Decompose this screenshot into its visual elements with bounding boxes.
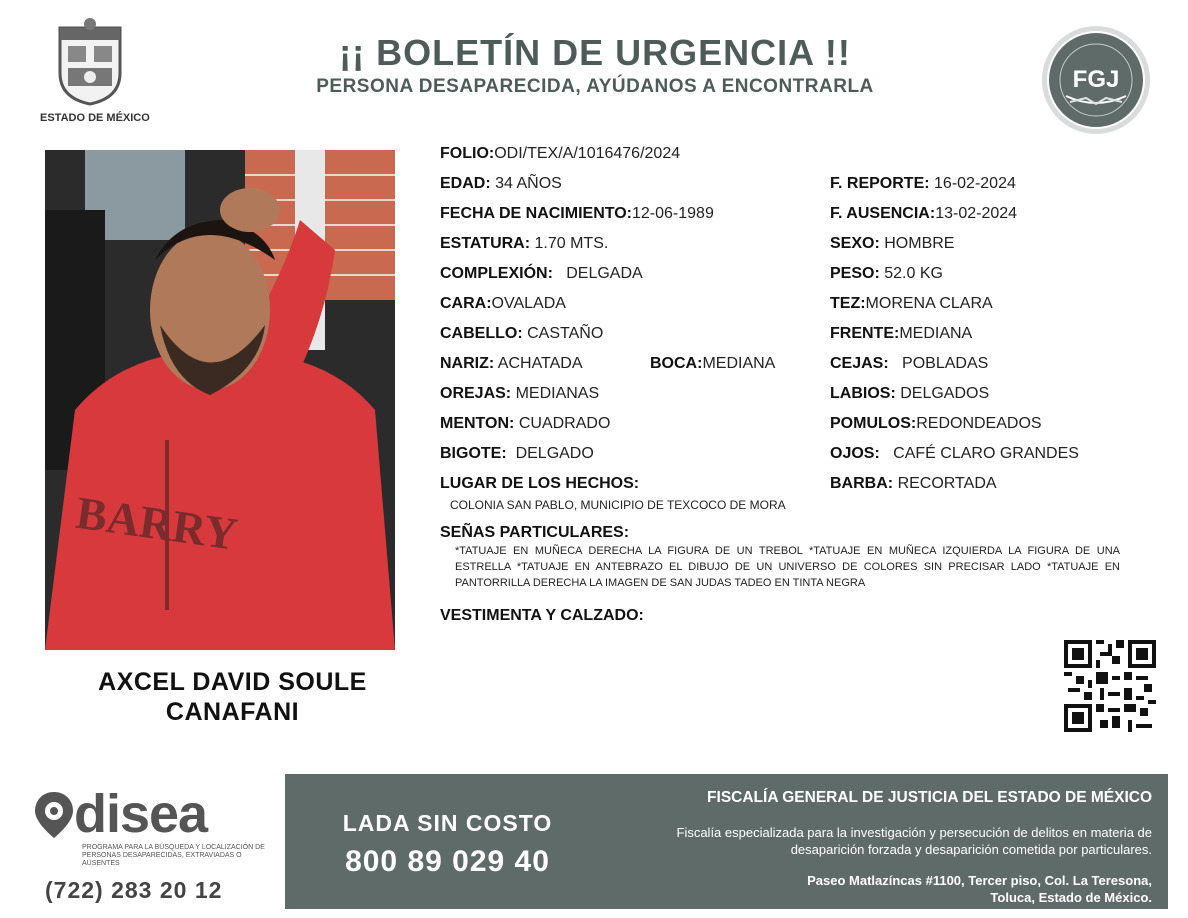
- odisea-wordmark: [32, 784, 277, 844]
- peso-label: PESO:: [830, 265, 880, 282]
- pomulos-value: REDONDEADOS: [916, 415, 1042, 432]
- senas-text: *TATUAJE EN MUÑECA DERECHA LA FIGURA DE UN TREBOL *TATUAJE EN MUÑECA IZQUIERDA LA FIGURA DE UNA ESTRELLA *TATUAJE EN ANTEBRAZO EL DIBUJO DE UN UNIVERSO DE COLORES SIN PRECISAR LADO *TATUAJE EN PANTORRILLA DERECHA LA IMAGEN DE SAN JUDAS TADEO EN TINTA NEGRA: [455, 545, 1120, 589]
- fecha-nacimiento-value: 12-06-1989: [632, 205, 714, 222]
- lugar-value: COLONIA SAN PABLO, MUNICIPIO DE TEXCOCO DE MORA: [450, 498, 786, 512]
- frente-value: MEDIANA: [899, 325, 973, 342]
- fecha-nacimiento-label: FECHA DE NACIMIENTO:: [440, 205, 632, 222]
- odisea-phone[interactable]: (722) 283 20 12: [45, 877, 223, 903]
- sexo-label: SEXO:: [830, 235, 880, 252]
- tez-label: TEZ:: [830, 295, 866, 312]
- field-f-ausencia: [830, 204, 1017, 224]
- lugar-label: LUGAR DE LOS HECHOS:: [440, 475, 640, 492]
- cara-value: OVALADA: [491, 295, 566, 312]
- field-ojos: [830, 444, 1079, 464]
- field-sexo: [830, 234, 954, 254]
- nariz-label: NARIZ:: [440, 355, 495, 372]
- fiscalia-title: FISCALÍA GENERAL DE JUSTICIA DEL ESTADO DE MÉXICO: [707, 789, 1152, 806]
- orejas-label: OREJAS:: [440, 385, 512, 402]
- estatura-value: 1.70 MTS.: [534, 235, 609, 252]
- labios-value: DELGADOS: [900, 385, 990, 402]
- folio-value: ODI/TEX/A/1016476/2024: [494, 145, 681, 162]
- fiscalia-address-line1: Paseo Matlazíncas #1100, Tercer piso, Col. La Teresona,: [807, 873, 1152, 888]
- fgj-logo: [1040, 24, 1152, 136]
- peso-value: 52.0 KG: [884, 265, 943, 282]
- field-boca: [650, 354, 775, 374]
- field-fecha-nacimiento: [440, 204, 714, 224]
- folio-label: FOLIO:: [440, 145, 495, 162]
- orejas-value: MEDIANAS: [515, 385, 600, 402]
- ojos-value: CAFÉ CLARO GRANDES: [893, 445, 1079, 462]
- barba-label: BARBA:: [830, 475, 894, 492]
- menton-label: MENTON:: [440, 415, 515, 432]
- barba-value: RECORTADA: [897, 475, 997, 492]
- f-ausencia-value: 13-02-2024: [935, 205, 1018, 222]
- cabello-label: CABELLO:: [440, 325, 523, 342]
- person-photo-image: [45, 150, 395, 650]
- boca-label: BOCA:: [650, 355, 703, 372]
- f-reporte-value: 16-02-2024: [934, 175, 1016, 192]
- field-orejas: [440, 384, 599, 404]
- menton-value: CUADRADO: [518, 415, 611, 432]
- odisea-word: disea: [74, 784, 208, 844]
- tez-value: MORENA CLARA: [865, 295, 993, 312]
- field-frente: [830, 324, 972, 344]
- senas-label: SEÑAS PARTICULARES:: [440, 524, 630, 541]
- nariz-value: ACHATADA: [497, 355, 583, 372]
- lada-number[interactable]: 800 89 029 40: [345, 845, 550, 878]
- complexion-label: COMPLEXIÓN:: [440, 265, 553, 282]
- fiscalia-description: Fiscalía especializada para la investigación y persecución de delitos en materia de desaparición forzada y desaparición cometida por particulares.: [676, 825, 1152, 857]
- field-cara: [440, 294, 566, 314]
- pomulos-label: POMULOS:: [830, 415, 917, 432]
- fiscalia-address: [610, 872, 1152, 906]
- field-nariz: [440, 354, 583, 374]
- cara-label: CARA:: [440, 295, 492, 312]
- cejas-value: POBLADAS: [902, 355, 989, 372]
- person-name-line2: CANAFANI: [165, 698, 300, 726]
- estatura-label: ESTATURA:: [440, 235, 531, 252]
- boca-value: MEDIANA: [702, 355, 776, 372]
- cejas-label: CEJAS:: [830, 355, 889, 372]
- person-photo: [45, 150, 395, 650]
- odisea-logo: [32, 784, 277, 868]
- field-tez: [830, 294, 993, 314]
- field-labios: [830, 384, 989, 404]
- person-name: [45, 667, 420, 727]
- odisea-subtitle: PROGRAMA PARA LA BÚSQUEDA Y LOCALIZACIÓN DE PERSONAS DESAPARECIDAS, EXTRAVIADAS O AUSENTES: [82, 844, 265, 867]
- lada-label: LADA SIN COSTO: [342, 810, 553, 836]
- ojos-label: OJOS:: [830, 445, 880, 462]
- field-folio: [440, 144, 680, 164]
- bigote-label: BIGOTE:: [440, 445, 507, 462]
- bulletin-subtitle: PERSONA DESAPARECIDA, AYÚDANOS A ENCONTRARLA: [316, 76, 874, 97]
- sexo-value: HOMBRE: [884, 235, 955, 252]
- estado-de-mexico-logo: [40, 18, 150, 126]
- vestimenta-label: VESTIMENTA Y CALZADO:: [440, 607, 644, 624]
- svg-text:BARRY: BARRY: [73, 486, 241, 560]
- qr-code[interactable]: [1064, 640, 1156, 732]
- edad-label: EDAD:: [440, 175, 491, 192]
- bulletin-title: ¡¡ BOLETÍN DE URGENCIA !!: [339, 32, 851, 73]
- fiscalia-address-line2: Toluca, Estado de México.: [990, 890, 1152, 905]
- field-f-reporte: [830, 174, 1016, 194]
- field-estatura: [440, 234, 608, 254]
- state-name: ESTADO DE MÉXICO: [40, 112, 150, 124]
- frente-label: FRENTE:: [830, 325, 900, 342]
- bigote-value: DELGADO: [515, 445, 594, 462]
- coat-of-arms-icon: [50, 18, 130, 106]
- complexion-value: DELGADA: [566, 265, 643, 282]
- field-bigote: [440, 444, 594, 464]
- location-pin-icon: [32, 790, 76, 840]
- field-cabello: [440, 324, 603, 344]
- person-name-line1: AXCEL DAVID SOULE: [98, 668, 367, 696]
- labios-label: LABIOS:: [830, 385, 896, 402]
- field-lugar: [440, 474, 639, 494]
- field-complexion: [440, 264, 643, 284]
- field-peso: [830, 264, 943, 284]
- field-pomulos: [830, 414, 1042, 434]
- f-reporte-label: F. REPORTE:: [830, 175, 930, 192]
- field-edad: [440, 174, 562, 194]
- field-menton: [440, 414, 610, 434]
- field-cejas: [830, 354, 988, 374]
- edad-value: 34 AÑOS: [495, 175, 562, 192]
- cabello-value: CASTAÑO: [527, 325, 604, 342]
- fgj-logo-text: FGJ: [1072, 66, 1120, 93]
- f-ausencia-label: F. AUSENCIA:: [830, 205, 936, 222]
- field-barba: [830, 474, 997, 494]
